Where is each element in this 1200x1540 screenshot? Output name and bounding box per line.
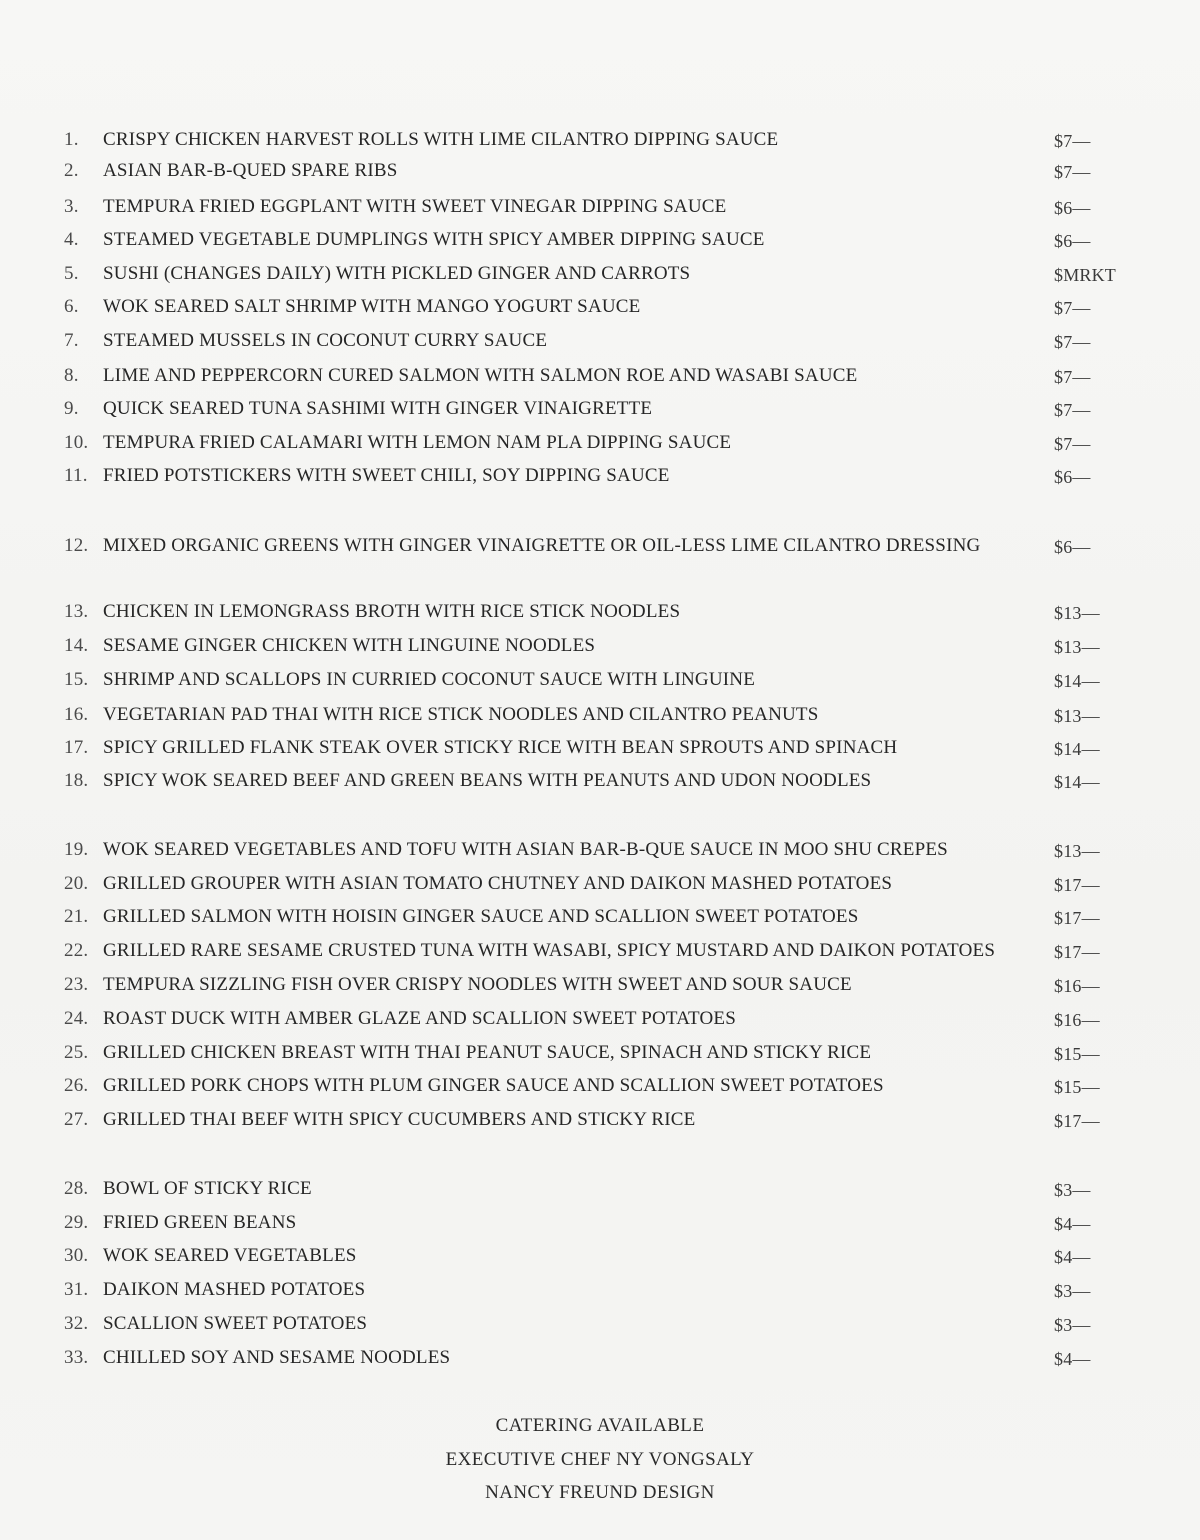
item-description: VEGETARIAN PAD THAI WITH RICE STICK NOODLES AND CILANTRO PEANUTS — [103, 704, 819, 725]
menu-item — [64, 1279, 1144, 1307]
item-price: $14— — [1054, 739, 1100, 759]
item-description: CRISPY CHICKEN HARVEST ROLLS WITH LIME CILANTRO DIPPING SAUCE — [103, 129, 779, 150]
menu-item — [64, 737, 1144, 765]
chef-credit: EXECUTIVE CHEF NY VONGSALY — [445, 1449, 755, 1470]
menu-item — [64, 432, 1144, 460]
item-number: 29. — [64, 1212, 89, 1233]
item-price: $7— — [1054, 298, 1091, 318]
item-description: TEMPURA SIZZLING FISH OVER CRISPY NOODLES WITH SWEET AND SOUR SAUCE — [103, 974, 852, 995]
item-description: GRILLED RARE SESAME CRUSTED TUNA WITH WASABI, SPICY MUSTARD AND DAIKON POTATOES — [103, 940, 996, 961]
item-number: 17. — [64, 737, 89, 758]
item-description: GRILLED SALMON WITH HOISIN GINGER SAUCE AND SCALLION SWEET POTATOES — [103, 906, 859, 927]
item-price: $4— — [1054, 1349, 1091, 1369]
item-price: $6— — [1054, 198, 1091, 218]
item-number: 20. — [64, 873, 89, 894]
item-price: $7— — [1054, 131, 1091, 151]
item-description: ASIAN BAR-B-QUED SPARE RIBS — [103, 160, 398, 181]
item-number: 8. — [64, 365, 79, 386]
item-price: $17— — [1054, 1111, 1100, 1131]
item-description: CHILLED SOY AND SESAME NOODLES — [103, 1347, 451, 1368]
item-price: $15— — [1054, 1044, 1100, 1064]
item-number: 13. — [64, 601, 89, 622]
item-number: 14. — [64, 635, 89, 656]
item-price: $16— — [1054, 1010, 1100, 1030]
item-number: 2. — [64, 160, 79, 181]
menu-item — [64, 635, 1144, 663]
item-number: 15. — [64, 669, 89, 690]
item-description: QUICK SEARED TUNA SASHIMI WITH GINGER VINAIGRETTE — [103, 398, 653, 419]
item-price: $3— — [1054, 1180, 1091, 1200]
menu-item — [64, 465, 1144, 493]
item-price: $13— — [1054, 637, 1100, 657]
item-description: BOWL OF STICKY RICE — [103, 1178, 312, 1199]
item-description: SHRIMP AND SCALLOPS IN CURRIED COCONUT SAUCE WITH LINGUINE — [103, 669, 756, 690]
item-description: TEMPURA FRIED EGGPLANT WITH SWEET VINEGAR DIPPING SAUCE — [103, 196, 727, 217]
item-price: $13— — [1054, 603, 1100, 623]
item-description: WOK SEARED VEGETABLES AND TOFU WITH ASIAN BAR-B-QUE SAUCE IN MOO SHU CREPES — [103, 839, 948, 860]
menu-item — [64, 974, 1144, 1002]
item-number: 5. — [64, 263, 79, 284]
item-number: 32. — [64, 1313, 89, 1334]
item-description: GRILLED PORK CHOPS WITH PLUM GINGER SAUCE AND SCALLION SWEET POTATOES — [103, 1075, 884, 1096]
item-number: 3. — [64, 196, 79, 217]
catering-note: CATERING AVAILABLE — [495, 1415, 705, 1436]
item-description: DAIKON MASHED POTATOES — [103, 1279, 366, 1300]
menu-item — [64, 1178, 1144, 1206]
item-number: 19. — [64, 839, 89, 860]
item-description: FRIED POTSTICKERS WITH SWEET CHILI, SOY DIPPING SAUCE — [103, 465, 670, 486]
item-number: 6. — [64, 296, 79, 317]
item-description: STEAMED VEGETABLE DUMPLINGS WITH SPICY AMBER DIPPING SAUCE — [103, 229, 765, 250]
item-description: SPICY WOK SEARED BEEF AND GREEN BEANS WITH PEANUTS AND UDON NOODLES — [103, 770, 872, 791]
item-number: 31. — [64, 1279, 89, 1300]
item-description: SPICY GRILLED FLANK STEAK OVER STICKY RICE WITH BEAN SPROUTS AND SPINACH — [103, 737, 898, 758]
menu-item — [64, 940, 1144, 968]
menu-item — [64, 873, 1144, 901]
menu-item — [64, 1109, 1144, 1137]
menu-item — [64, 398, 1144, 426]
item-description: TEMPURA FRIED CALAMARI WITH LEMON NAM PLA DIPPING SAUCE — [103, 432, 732, 453]
item-number: 27. — [64, 1109, 89, 1130]
item-number: 16. — [64, 704, 89, 725]
menu-item — [64, 601, 1144, 629]
menu-item — [64, 160, 1144, 188]
item-price: $MRKT — [1054, 265, 1117, 285]
menu-item — [64, 1008, 1144, 1036]
item-number: 1. — [64, 129, 79, 150]
item-description: CHICKEN IN LEMONGRASS BROTH WITH RICE STICK NOODLES — [103, 601, 681, 622]
menu-item — [64, 770, 1144, 798]
menu-item — [64, 535, 1144, 563]
item-description: SESAME GINGER CHICKEN WITH LINGUINE NOODLES — [103, 635, 596, 656]
menu-item — [64, 330, 1144, 358]
item-number: 22. — [64, 940, 89, 961]
menu-item — [64, 129, 1144, 157]
item-price: $15— — [1054, 1077, 1100, 1097]
item-number: 4. — [64, 229, 79, 250]
item-number: 21. — [64, 906, 89, 927]
item-price: $17— — [1054, 942, 1100, 962]
menu-item — [64, 1245, 1144, 1273]
item-description: SCALLION SWEET POTATOES — [103, 1313, 368, 1334]
menu-item — [64, 906, 1144, 934]
menu-item — [64, 365, 1144, 393]
item-price: $17— — [1054, 875, 1100, 895]
menu-item — [64, 1042, 1144, 1070]
item-price: $16— — [1054, 976, 1100, 996]
item-description: FRIED GREEN BEANS — [103, 1212, 297, 1233]
item-price: $7— — [1054, 162, 1091, 182]
item-number: 25. — [64, 1042, 89, 1063]
design-credit: NANCY FREUND DESIGN — [485, 1482, 715, 1503]
item-price: $6— — [1054, 231, 1091, 251]
menu-item — [64, 1212, 1144, 1240]
item-price: $13— — [1054, 841, 1100, 861]
item-price: $13— — [1054, 706, 1100, 726]
item-price: $7— — [1054, 332, 1091, 352]
item-description: WOK SEARED VEGETABLES — [103, 1245, 357, 1266]
item-number: 11. — [64, 465, 88, 486]
item-number: 10. — [64, 432, 89, 453]
item-price: $7— — [1054, 434, 1091, 454]
menu-item — [64, 669, 1144, 697]
item-number: 33. — [64, 1347, 89, 1368]
item-price: $6— — [1054, 467, 1091, 487]
item-price: $3— — [1054, 1315, 1091, 1335]
item-description: STEAMED MUSSELS IN COCONUT CURRY SAUCE — [103, 330, 548, 351]
item-description: GRILLED GROUPER WITH ASIAN TOMATO CHUTNEY AND DAIKON MASHED POTATOES — [103, 873, 893, 894]
menu-item — [64, 1347, 1144, 1375]
item-number: 28. — [64, 1178, 89, 1199]
item-number: 30. — [64, 1245, 89, 1266]
item-price: $17— — [1054, 908, 1100, 928]
item-description: MIXED ORGANIC GREENS WITH GINGER VINAIGRETTE OR OIL-LESS LIME CILANTRO DRESSING — [103, 535, 981, 556]
item-number: 26. — [64, 1075, 89, 1096]
menu-item — [64, 263, 1144, 291]
menu-item — [64, 1075, 1144, 1103]
item-description: GRILLED CHICKEN BREAST WITH THAI PEANUT SAUCE, SPINACH AND STICKY RICE — [103, 1042, 872, 1063]
item-price: $7— — [1054, 400, 1091, 420]
item-number: 12. — [64, 535, 89, 556]
menu-item — [64, 839, 1144, 867]
menu-item — [64, 296, 1144, 324]
item-number: 23. — [64, 974, 89, 995]
item-description: LIME AND PEPPERCORN CURED SALMON WITH SALMON ROE AND WASABI SAUCE — [103, 365, 858, 386]
item-number: 24. — [64, 1008, 89, 1029]
item-description: WOK SEARED SALT SHRIMP WITH MANGO YOGURT SAUCE — [103, 296, 641, 317]
item-price: $14— — [1054, 772, 1100, 792]
menu-item — [64, 704, 1144, 732]
item-number: 9. — [64, 398, 79, 419]
item-price: $3— — [1054, 1281, 1091, 1301]
item-price: $4— — [1054, 1214, 1091, 1234]
item-price: $7— — [1054, 367, 1091, 387]
item-description: ROAST DUCK WITH AMBER GLAZE AND SCALLION SWEET POTATOES — [103, 1008, 736, 1029]
item-number: 7. — [64, 330, 79, 351]
item-number: 18. — [64, 770, 89, 791]
item-description: SUSHI (CHANGES DAILY) WITH PICKLED GINGER AND CARROTS — [103, 263, 691, 284]
item-price: $14— — [1054, 671, 1100, 691]
item-price: $6— — [1054, 537, 1091, 557]
item-price: $4— — [1054, 1247, 1091, 1267]
menu-item — [64, 229, 1144, 257]
item-description: GRILLED THAI BEEF WITH SPICY CUCUMBERS AND STICKY RICE — [103, 1109, 696, 1130]
menu-item — [64, 1313, 1144, 1341]
menu-item — [64, 196, 1144, 224]
